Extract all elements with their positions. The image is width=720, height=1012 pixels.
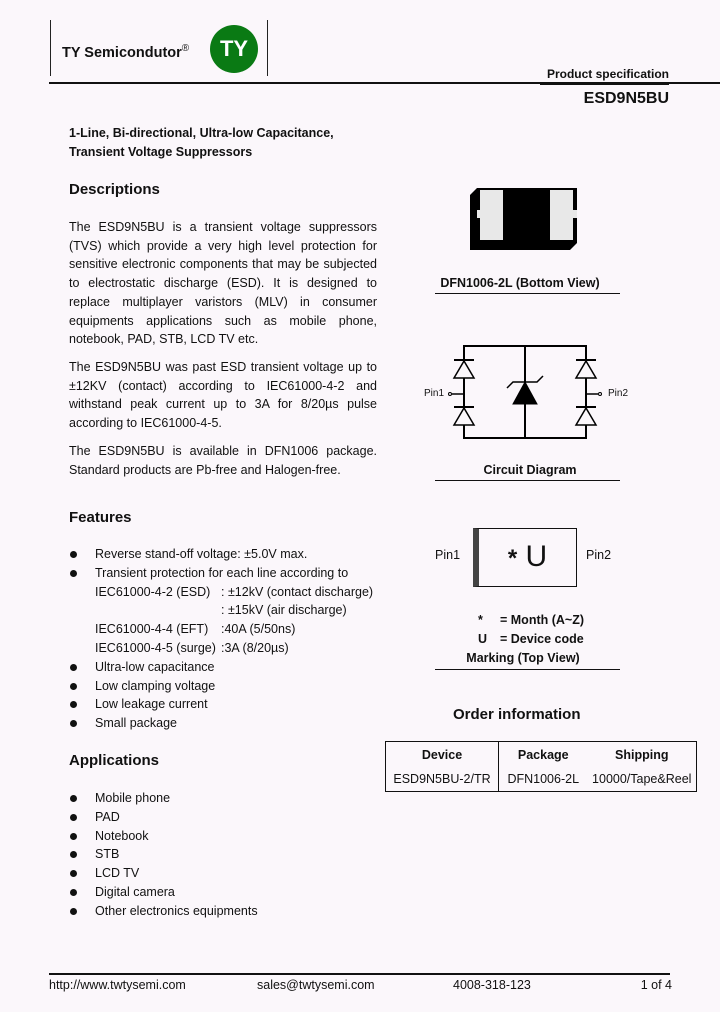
doc-type: Product specification [546, 67, 669, 81]
iec-row [69, 620, 373, 639]
order-heading: Order information [453, 706, 581, 723]
marking-code: U [525, 540, 548, 573]
circuit-pin1-label: Pin1 [424, 388, 445, 399]
iec-row [69, 639, 373, 658]
marking-caption-rule [435, 669, 620, 670]
iec-standard: IEC61000-4-5 (surge) [95, 640, 216, 655]
application-item: LCD TV [69, 864, 258, 883]
feature-item: Low leakage current [69, 695, 373, 714]
marking-legend-u [478, 632, 584, 646]
circuit-caption: Circuit Diagram [483, 463, 577, 477]
col-device: Device [386, 742, 499, 768]
features-list [69, 545, 373, 733]
iec-value: :40A (5/50ns) [221, 622, 296, 637]
description-paragraph-1: The ESD9N5BU is a transient voltage suppressors (TVS) which provide a very high level protection for sensitive electronic components that may be subjected to electrostatic discharge (ESD). It is designed to replace multiplayer varistors (MLV) in consumer equipments applications such as mobile phone, notebook, PAD, STB, LCD TV etc. [69, 220, 377, 347]
application-item: Other electronics equipments [69, 902, 258, 921]
iec-standard: IEC61000-4-2 (ESD) [95, 584, 211, 599]
iec-value: : ±15kV (air discharge) [221, 603, 347, 618]
applications-list [69, 789, 258, 921]
application-item: Mobile phone [69, 789, 258, 808]
order-row [386, 768, 697, 792]
logo-text: TY [219, 36, 249, 61]
applications-heading: Applications [69, 752, 160, 769]
col-package: Package [517, 747, 569, 762]
footer-rule [49, 973, 670, 975]
application-item: PAD [69, 808, 258, 827]
circuit-diagram [440, 340, 620, 450]
iec-row [69, 601, 373, 620]
package-bottom-view-image [470, 188, 580, 250]
application-item: STB [69, 845, 258, 864]
order-header-row [386, 742, 697, 768]
marking-caption: Marking (Top View) [466, 651, 580, 665]
diode-icon [576, 360, 596, 378]
registered-mark: ® [181, 43, 190, 54]
shipping-cell: 10000/Tape&Reel [592, 772, 692, 787]
package-cell: DFN1006-2L [507, 772, 580, 787]
header-divider-right [267, 20, 268, 76]
iec-row [69, 583, 373, 602]
diode-icon [454, 407, 474, 425]
company-logo [210, 25, 258, 73]
package-caption-rule [435, 293, 620, 294]
descriptions-heading: Descriptions [69, 181, 160, 198]
marking-pin2-label: Pin2 [586, 548, 612, 562]
description-paragraph-2: The ESD9N5BU was past ESD transient voltage up to ±12KV (contact) according to IEC61000-4-2 and withstand peak current up to 3A for 8/20µs pulse according to IEC61000-4-5. [69, 360, 377, 431]
order-table [385, 741, 697, 792]
marking-legend-star [478, 613, 584, 627]
circuit-caption-rule [435, 480, 620, 481]
part-number: ESD9N5BU [583, 90, 669, 107]
iec-standard: IEC61000-4-4 (EFT) [95, 622, 209, 637]
feature-item: Small package [69, 714, 373, 733]
feature-item: Reverse stand-off voltage: ±5.0V max. [69, 545, 373, 564]
feature-item: Low clamping voltage [69, 677, 373, 696]
footer-email[interactable]: sales@twtysemi.com [257, 978, 375, 992]
diode-icon [454, 360, 474, 378]
marking-star: * [507, 545, 518, 572]
footer-phone: 4008-318-123 [453, 978, 531, 992]
legend-desc: = Device code [500, 632, 584, 646]
features-heading: Features [69, 509, 132, 526]
device-cell: ESD9N5BU-2/TR [386, 768, 499, 792]
company-name-text: TY Semicondutor [62, 44, 182, 61]
circuit-pin2-label: Pin2 [608, 388, 629, 399]
doc-type-rule [540, 84, 669, 85]
package-caption: DFN1006-2L (Bottom View) [440, 276, 600, 290]
application-item: Notebook [69, 827, 258, 846]
legend-symbol: * [478, 613, 483, 627]
iec-value: : ±12kV (contact discharge) [221, 584, 374, 599]
description-paragraph-3: The ESD9N5BU is available in DFN1006 package. Standard products are Pb-free and Halogen-free. [69, 444, 377, 477]
marking-pin1-label: Pin1 [435, 548, 461, 562]
application-item: Digital camera [69, 883, 258, 902]
feature-item: Transient protection for each line according to [69, 564, 373, 583]
feature-item: Ultra-low capacitance [69, 658, 373, 677]
subtitle-line-2: Transient Voltage Suppressors [69, 145, 253, 159]
subtitle-line-1: 1-Line, Bi-directional, Ultra-low Capacitance, [69, 126, 334, 140]
legend-desc: = Month (A~Z) [500, 613, 585, 627]
header-divider-left [50, 20, 51, 76]
company-name [62, 43, 189, 61]
col-shipping: Shipping [615, 747, 669, 762]
footer-url[interactable]: http://www.twtysemi.com [49, 978, 186, 992]
footer-page-number: 1 of 4 [640, 978, 672, 992]
marking-top-view [473, 528, 577, 587]
legend-symbol: U [478, 632, 488, 646]
diode-icon [576, 407, 596, 425]
iec-value: :3A (8/20µs) [221, 640, 289, 655]
